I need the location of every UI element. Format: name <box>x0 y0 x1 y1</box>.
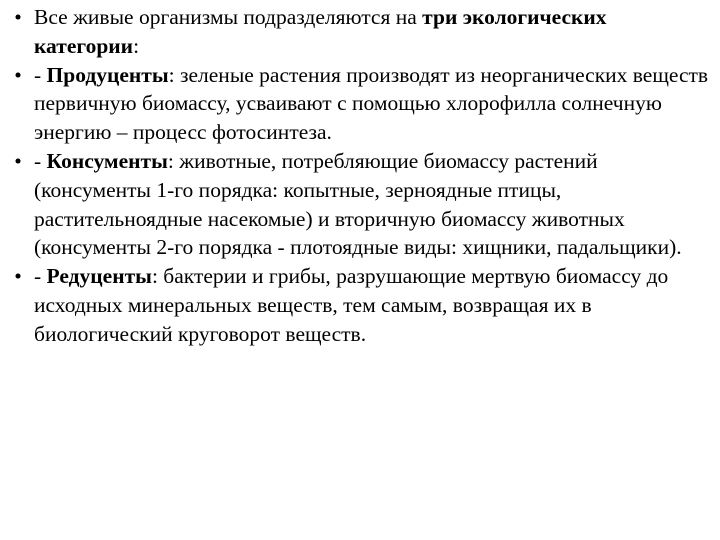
bullet-icon: • <box>14 62 22 87</box>
bullet-list <box>0 3 718 349</box>
bullet-text-segment: - <box>34 148 47 173</box>
bullet-item-reducers <box>0 262 718 348</box>
bullet-text-segment: : бактерии и грибы, разрушающие мертвую биомассу до исходных минеральных веществ, тем самым, возвращая их в биологический круговорот веществ. <box>34 264 669 346</box>
bullet-text-segment: : зеленые растения производят из неорганических веществ первичную биомассу, усваивают с помощью хлорофилла солнечную энергию – процесс фотосинтеза. <box>34 62 709 145</box>
bullet-text-segment: : <box>133 33 140 58</box>
bullet-text-segment: Все живые организмы подразделяются на <box>34 5 423 29</box>
bullet-item-categories <box>0 3 718 61</box>
bullet-text-segment: : животные, потребляющие биомассу растений (консументы 1-го порядка: копытные, зерноядные птицы, растительноядные насекомые) и вторичную биомассу животных (консументы 2-го порядка - плотоядные виды: хищники, падальщики). <box>34 148 682 260</box>
bullet-icon: • <box>14 264 22 289</box>
bullet-text-bold-segment: три экологических категории <box>34 5 607 58</box>
bullet-text-bold-segment: Консументы <box>46 148 168 173</box>
bullet-text-bold-segment: Продуценты <box>46 62 169 87</box>
bullet-item-consumers <box>0 147 718 262</box>
bullet-icon: • <box>14 148 22 173</box>
bullet-icon: • <box>14 5 22 29</box>
bullet-text-bold-segment: Редуценты <box>46 264 152 289</box>
bullet-text-segment: - <box>34 264 47 289</box>
bullet-item-producers <box>0 61 718 147</box>
bullet-text-segment: - <box>34 62 47 87</box>
